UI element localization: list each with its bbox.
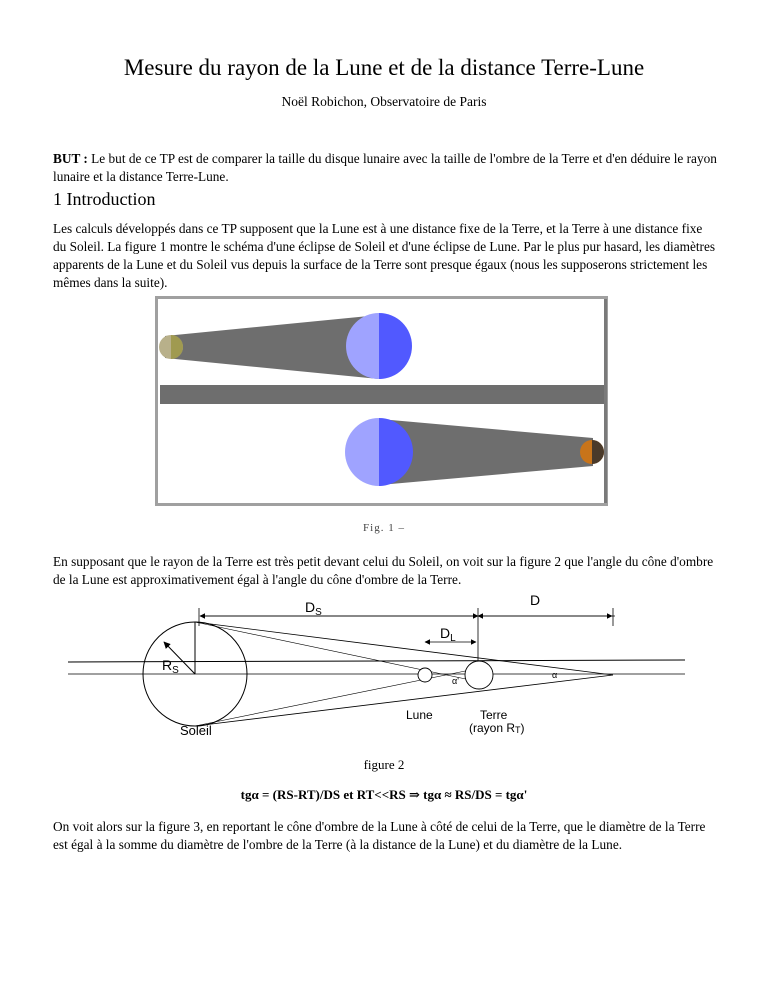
goal-paragraph [53, 150, 718, 186]
label-lune: Lune [406, 708, 433, 722]
label-d: D [530, 592, 541, 608]
figure-1-caption: Fig. 1 – [363, 522, 405, 534]
label-terre-radius: (rayon RT) [469, 721, 525, 735]
figure-1-separator-bar [160, 385, 604, 404]
label-terre: Terre [480, 708, 508, 722]
cone-line-top [195, 622, 613, 675]
label-rs: $R_S$ [162, 657, 179, 676]
cone-line-bottom [195, 675, 613, 726]
label-ds: $D_S$ [305, 599, 322, 618]
page-title: Mesure du rayon de la Lune et de la distance Terre-Lune [123, 55, 645, 80]
figure-2-shadow-cone-diagram [60, 592, 690, 752]
figure-2-caption: figure 2 [363, 757, 405, 772]
section-heading-introduction: 1 Introduction [53, 189, 156, 209]
goal-label: BUT : [53, 151, 88, 166]
earth-circle [465, 661, 493, 689]
goal-text: Le but de ce TP est de comparer la taille du disque lunaire avec la taille de l'ombre de la Terre et d'en déduire le rayon lunaire et la distance Terre-Lune. [53, 151, 717, 184]
moon-circle [418, 668, 432, 682]
moon-cone-line-top [195, 622, 480, 682]
formula-line: tgα = (RS-RT)/DS et RT<<RS ⇒ tgα ≈ RS/DS = tgα' [240, 787, 528, 802]
paragraph-3: On voit alors sur la figure 3, en reportant le cône d'ombre de la Lune à côté de celui de la Terre, que le diamètre de la Terre est égal à la somme du diamètre de l'ombre de la Terre (à la distance de la Lune) et du diamètre de la Lune. [53, 819, 706, 852]
author-line: Noël Robichon, Observatoire de Paris [281, 94, 487, 109]
label-alpha-prime: α' [452, 676, 459, 686]
paragraph-2: En supposant que le rayon de la Terre est très petit devant celui du Soleil, on voit sur la figure 2 que l'angle du cône d'ombre de la Lune est approximativement égal à l'angle du cône d'ombre de la Terre. [53, 554, 714, 587]
figure-1-frame-shadow [604, 299, 607, 503]
label-dl: $D_L$ [440, 625, 456, 644]
moon-cone-line-bottom [195, 668, 480, 726]
figure-1-eclipse-diagram [155, 296, 608, 506]
label-soleil: Soleil [180, 723, 212, 738]
label-alpha: α [552, 670, 558, 680]
introduction-paragraph: Les calculs développés dans ce TP supposent que la Lune est à une distance fixe de la Terre, et la Terre à une distance fixe du Soleil. La figure 1 montre le schéma d'une éclipse de Soleil et d'une éclipse de Lune. Par le plus pur hasard, les diamètres apparents de la Lune et du Soleil vus depuis la surface de la Terre sont presque égaux (nous les supposerons strictement les mêmes dans la suite). [53, 221, 716, 290]
